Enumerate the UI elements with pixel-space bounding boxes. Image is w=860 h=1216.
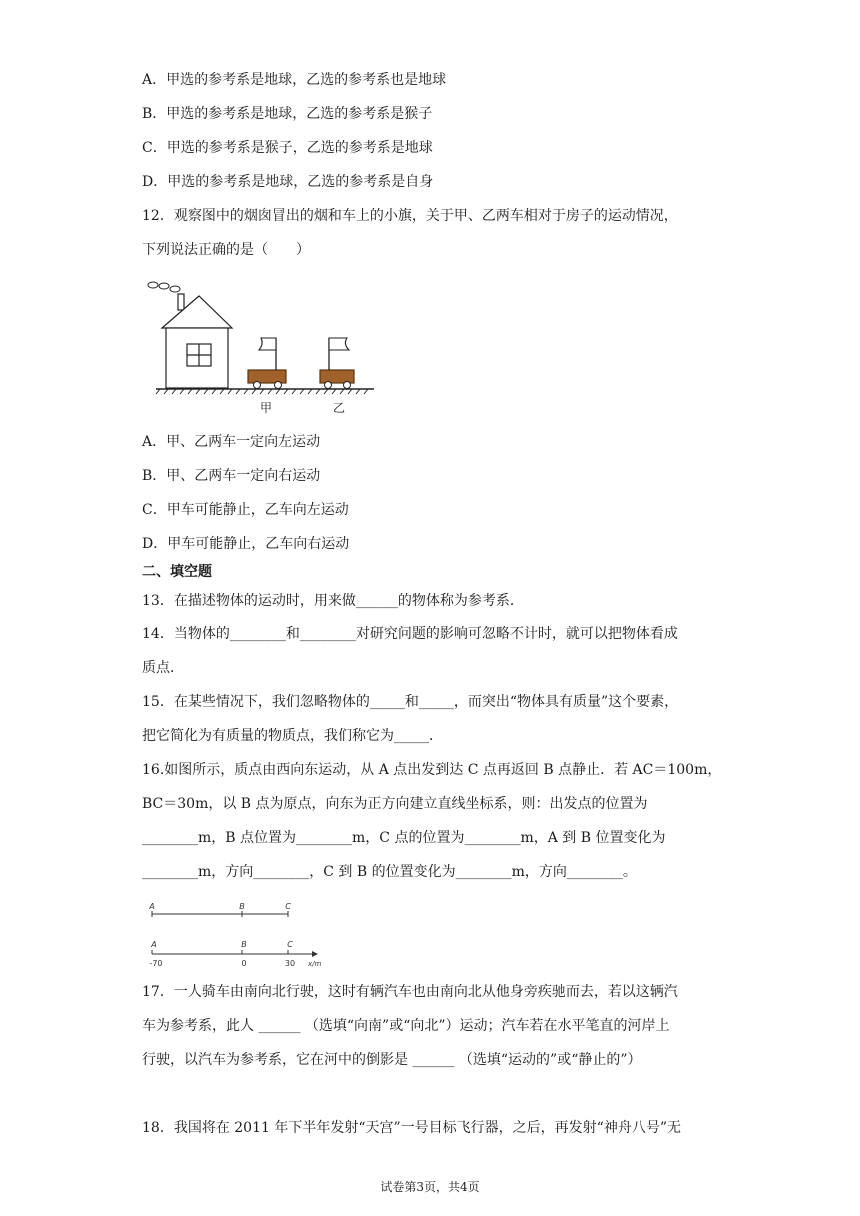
axis-unit: x/m <box>308 960 322 968</box>
q16-line-1: 16.如图所示，质点由西向东运动，从 A 点出发到达 C 点再返回 B 点静止．若 AC＝100m， <box>142 762 722 778</box>
q12-option-d: D．甲车可能静止，乙车向右运动 <box>142 536 350 552</box>
q15-line-1: 15．在某些情况下，我们忽略物体的_____和_____，而突出“物体具有质量”这个要素， <box>142 694 679 710</box>
q17-line-1: 17．一人骑车由南向北行驶，这时有辆汽车也由南向北从他身旁疾驰而去，若以这辆汽 <box>142 984 678 1000</box>
smoke-puff <box>170 286 180 292</box>
q14-line-1: 14．当物体的________和________对研究问题的影响可忽略不计时，就可以把物体看成 <box>142 626 678 642</box>
q11-option-b: B．甲选的参考系是地球，乙选的参考系是猴子 <box>142 106 433 122</box>
q12-figure <box>142 276 382 422</box>
top-label-c: C <box>285 902 291 911</box>
house-roof <box>162 296 232 328</box>
q11-option-d: D．甲选的参考系是地球，乙选的参考系是自身 <box>142 174 434 190</box>
q18-line-1: 18．我国将在 2011 年下半年发射“天宫”一号目标飞行器，之后，再发射“神舟八号”无 <box>142 1120 681 1136</box>
q16-line-3: ________m，B 点位置为________m，C 点的位置为________m，A 到 B 位置变化为 <box>142 830 666 846</box>
q12-stem-line-1: 12．观察图中的烟囱冒出的烟和车上的小旗，关于甲、乙两车相对于房子的运动情况， <box>142 208 678 224</box>
section-title: 二、填空题 <box>142 564 212 580</box>
smoke-puff <box>159 283 169 289</box>
bottom-label-b: B <box>241 940 247 949</box>
q15-line-2: 把它简化为有质量的物质点，我们称它为_____． <box>142 728 443 744</box>
top-label-a: A <box>149 902 155 911</box>
q12-option-a: A．甲、乙两车一定向左运动 <box>142 434 321 450</box>
q12-option-c: C．甲车可能静止，乙车向左运动 <box>142 502 349 518</box>
q11-option-c: C．甲选的参考系是猴子，乙选的参考系是地球 <box>142 140 433 156</box>
car-yi-label: 乙 <box>332 401 346 415</box>
chimney <box>178 294 184 310</box>
q14-line-2: 质点． <box>142 660 184 676</box>
top-label-b: B <box>239 902 245 911</box>
q16-line-2: BC＝30m，以 B 点为原点，向东为正方向建立直线坐标系，则：出发点的位置为 <box>142 796 648 812</box>
q12-option-b: B．甲、乙两车一定向右运动 <box>142 468 321 484</box>
x-axis-arrow <box>312 951 318 957</box>
q11-option-a: A．甲选的参考系是地球，乙选的参考系也是地球 <box>142 72 447 88</box>
q16-line-4: ________m，方向________，C 到 B 的位置变化为________m，方向________。 <box>142 864 637 880</box>
q17-line-3: 行驶，以汽车为参考系，它在河中的倒影是 ______ （选填“运动的”或“静止的”） <box>142 1052 642 1068</box>
page-footer: 试卷第3页，共4页 <box>380 1180 480 1194</box>
smoke-puff <box>148 282 158 288</box>
bottom-label-c: C <box>287 940 293 949</box>
tick-value-c: 30 <box>284 959 296 968</box>
bottom-label-a: A <box>151 940 157 949</box>
q16-figure <box>142 898 328 974</box>
q12-stem-line-2: 下列说法正确的是（ ） <box>142 242 310 258</box>
tick-value-b: 0 <box>241 959 247 968</box>
q13: 13．在描述物体的运动时，用来做______的物体称为参考系． <box>142 593 524 609</box>
car-jia <box>248 338 286 389</box>
car-jia-label: 甲 <box>259 401 273 415</box>
car-yi <box>320 338 354 389</box>
tick-value-a: -70 <box>149 959 163 968</box>
q17-line-2: 车为参考系，此人 ______ （选填“向南”或“向北”）运动；汽车若在水平笔直的河岸上 <box>142 1018 670 1034</box>
